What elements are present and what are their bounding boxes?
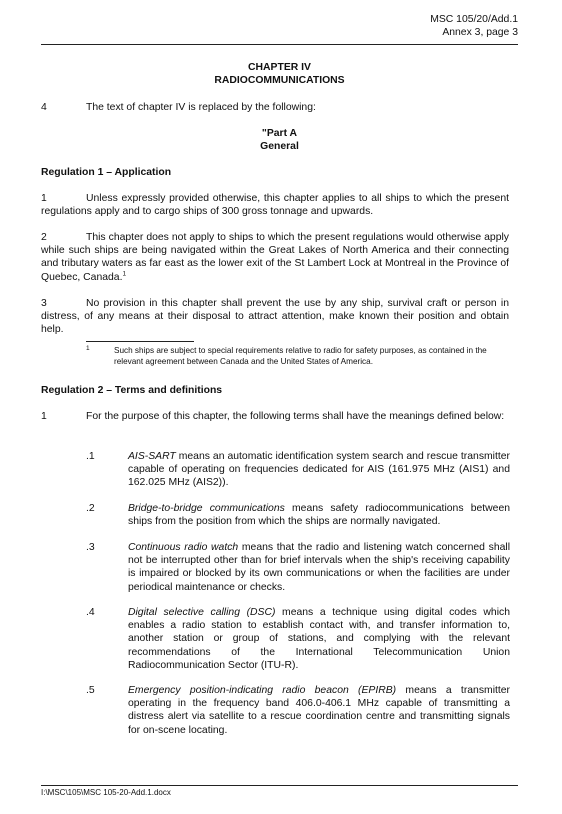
definition-text: means a technique using digital codes which enables a radio station to establish contact with, and transfer information to, another station or group of stations, and complying with the relevant recommendations of the International Telecommunication Union Radiocommunication Sector (ITU-R). bbox=[128, 607, 510, 671]
footer-file-path: I:\MSC\105\MSC 105-20-Add.1.docx bbox=[41, 788, 171, 797]
paragraph-number: 4 bbox=[41, 102, 47, 113]
item-number: .4 bbox=[86, 607, 95, 618]
header-rule bbox=[41, 44, 518, 45]
definition-text: means that the radio and listening watch concerned shall not be interrupted other than for brief intervals when the ship's receiving capability is impaired or blocked by its own communications or when the facilities are under periodical maintenance or checks. bbox=[128, 542, 510, 593]
footer-rule bbox=[41, 785, 518, 786]
definition-item bbox=[86, 606, 510, 672]
footnote-reference[interactable]: 1 bbox=[122, 270, 127, 278]
paragraph-text: This chapter does not apply to ships to which the present regulations would otherwise apply while such ships are being navigated within the Great Lakes of North America and their connecting and tributary waters as far east as the lower exit of the St Lambert Lock at Montreal in the Province of Quebec, Canada. bbox=[41, 232, 509, 283]
footnote bbox=[86, 346, 510, 367]
part-subtitle: General bbox=[260, 141, 299, 152]
defined-term: Continuous radio watch bbox=[128, 542, 239, 553]
definition-item bbox=[86, 684, 510, 737]
footnote-mark: 1 bbox=[86, 345, 90, 352]
defined-term: Digital selective calling (DSC) bbox=[128, 607, 276, 618]
defined-term: Emergency position-indicating radio beacon (EPIRB) bbox=[128, 685, 397, 696]
footnote-rule bbox=[86, 341, 194, 342]
defined-term: AIS-SART bbox=[128, 451, 176, 462]
footnote-text: Such ships are subject to special requirements relative to radio for safety purposes, as contained in the relevant agreement between Canada and the United States of America. bbox=[114, 346, 487, 366]
annex-page: Annex 3, page 3 bbox=[442, 27, 518, 38]
intro-paragraph bbox=[41, 101, 509, 114]
paragraph-number: 1 bbox=[41, 411, 47, 422]
chapter-title: CHAPTER IV bbox=[248, 62, 311, 73]
definition-text: means a transmitter operating in the frequency band 406.0-406.1 MHz capable of transmitting a distress alert via satellite to a rescue coordination centre and transmitting signals for on-scene locating. bbox=[128, 685, 511, 736]
definition-text: means an automatic identification system search and rescue transmitter capable of operating on frequencies dedicated for AIS (161.975 MHz (AIS1) and 162.025 MHz (AIS2)). bbox=[128, 451, 510, 489]
definition-item bbox=[86, 450, 510, 490]
reg2-paragraph-1 bbox=[41, 410, 509, 423]
item-number: .5 bbox=[86, 685, 95, 696]
definition-item bbox=[86, 541, 510, 594]
paragraph-number: 2 bbox=[41, 232, 47, 243]
paragraph-text: The text of chapter IV is replaced by the following: bbox=[86, 102, 316, 113]
paragraph-number: 3 bbox=[41, 298, 47, 309]
definition-text: means safety radiocommunications between ships from the position from which the ships are normally navigated. bbox=[128, 503, 511, 528]
paragraph-text: No provision in this chapter shall prevent the use by any ship, survival craft or person in distress, of any means at their disposal to attract attention, make known their position and obtain help. bbox=[41, 298, 509, 336]
item-number: .1 bbox=[86, 451, 95, 462]
regulation-1-heading: Regulation 1 – Application bbox=[41, 167, 172, 178]
reg1-paragraph-2 bbox=[41, 231, 509, 284]
defined-term: Bridge-to-bridge communications bbox=[128, 503, 285, 514]
doc-reference: MSC 105/20/Add.1 bbox=[430, 14, 518, 25]
definition-item bbox=[86, 502, 510, 528]
chapter-subtitle: RADIOCOMMUNICATIONS bbox=[214, 75, 345, 86]
reg1-paragraph-1 bbox=[41, 192, 509, 218]
paragraph-text: Unless expressly provided otherwise, this chapter applies to all ships to which the present regulations apply and to cargo ships of 300 gross tonnage and upwards. bbox=[41, 193, 509, 218]
paragraph-number: 1 bbox=[41, 193, 47, 204]
page-header bbox=[430, 13, 518, 39]
part-title: "Part A bbox=[261, 128, 298, 139]
reg1-paragraph-3 bbox=[41, 297, 509, 337]
item-number: .2 bbox=[86, 503, 95, 514]
item-number: .3 bbox=[86, 542, 95, 553]
paragraph-text: For the purpose of this chapter, the following terms shall have the meanings defined below: bbox=[86, 411, 505, 422]
regulation-2-heading: Regulation 2 – Terms and definitions bbox=[41, 385, 223, 396]
